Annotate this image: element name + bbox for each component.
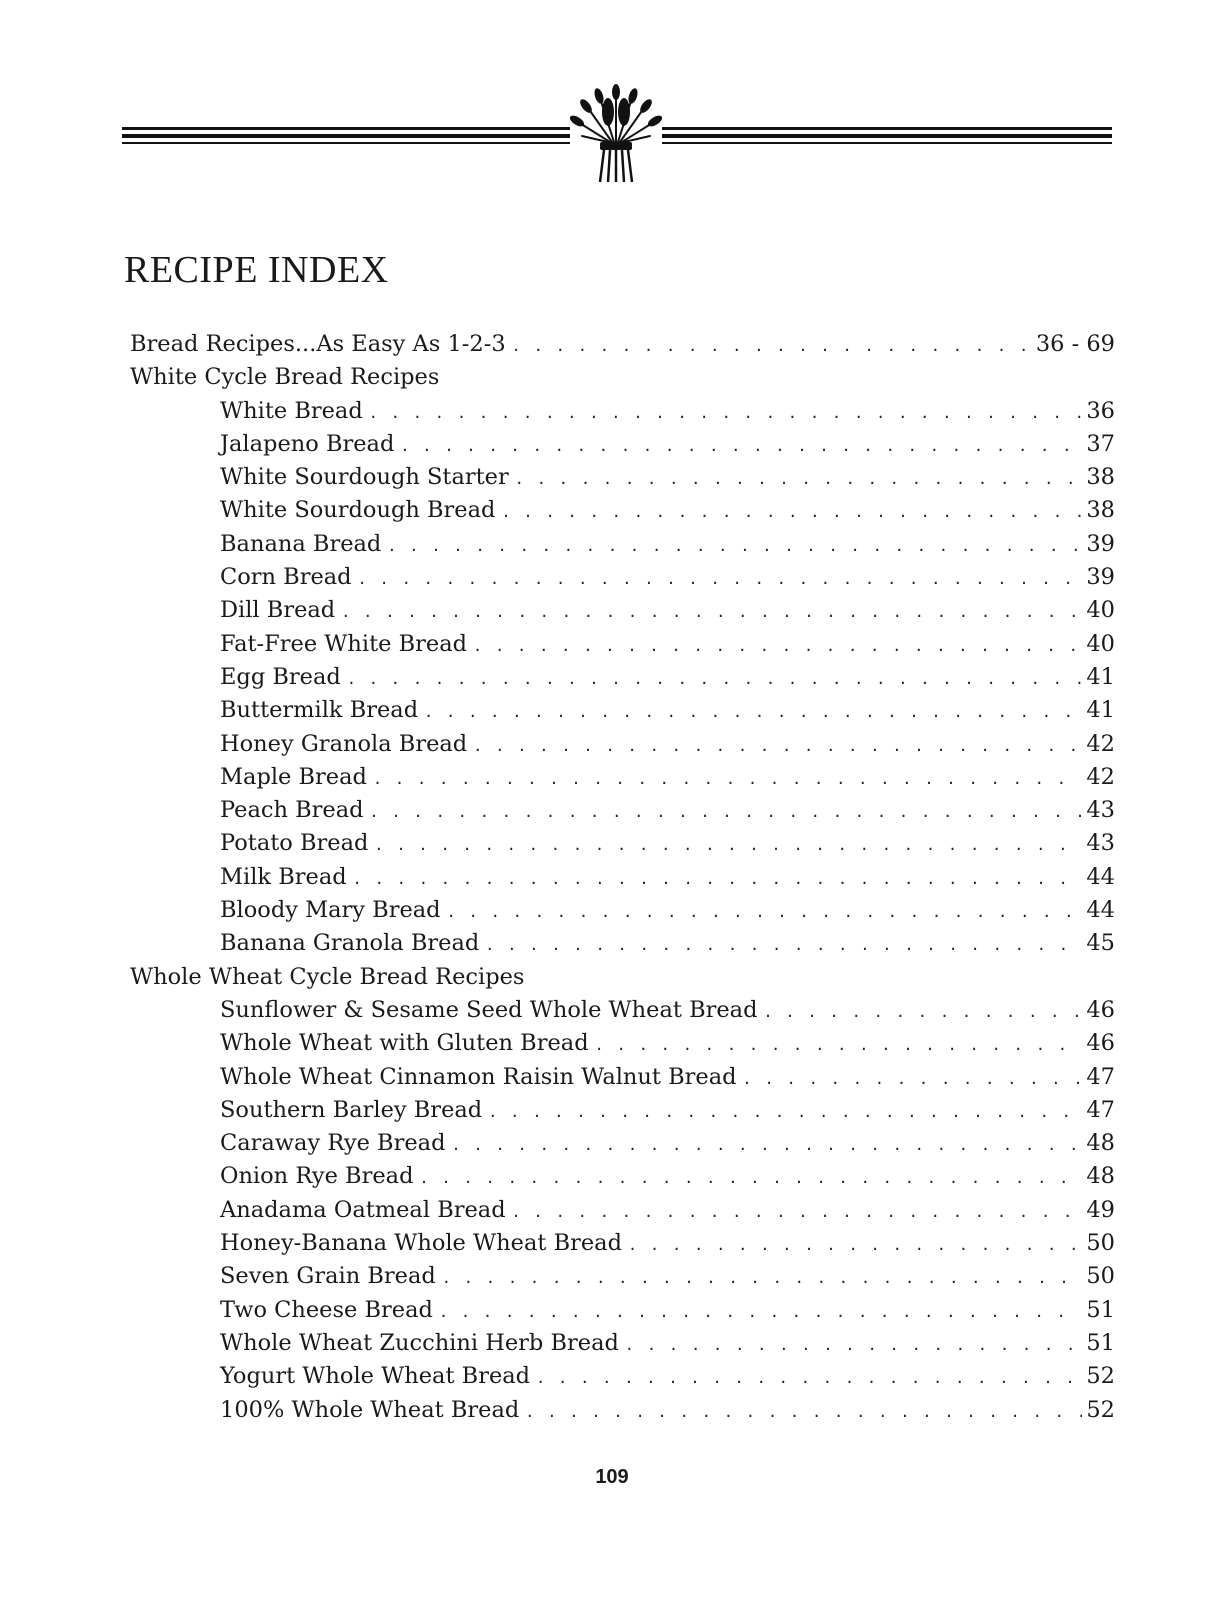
dot-leader <box>358 570 1083 588</box>
entry-page: 44 <box>1086 897 1115 924</box>
entry-label: Seven Grain Bread <box>220 1263 436 1290</box>
entry-page: 39 <box>1086 530 1115 557</box>
entry-label: White Sourdough Bread <box>220 497 496 524</box>
entry-page: 37 <box>1086 430 1115 457</box>
entry-label: Corn Bread <box>220 564 352 591</box>
dot-leader <box>419 1169 1082 1187</box>
entry-page: 36 - 69 <box>1035 331 1115 357</box>
entry-page: 42 <box>1086 730 1115 757</box>
dot-leader <box>400 437 1082 455</box>
index-entry <box>130 597 1115 630</box>
entry-label: Sunflower & Sesame Seed Whole Wheat Bread <box>220 996 758 1023</box>
index-entry <box>130 398 1115 431</box>
dot-leader <box>369 404 1083 422</box>
entry-label: White Bread <box>220 397 363 424</box>
index-entry <box>130 431 1115 464</box>
entry-label: Anadama Oatmeal Bread <box>220 1196 506 1223</box>
entry-label: Southern Barley Bread <box>220 1096 483 1123</box>
entry-label: Yogurt Whole Wheat Bread <box>220 1363 531 1390</box>
entry-page: 39 <box>1086 564 1115 591</box>
dot-leader <box>625 1336 1082 1354</box>
recipe-index-list <box>130 331 1115 1430</box>
dot-leader <box>628 1236 1082 1254</box>
entry-label: White Sourdough Starter <box>220 464 509 491</box>
dot-leader <box>764 1003 1083 1021</box>
entry-page: 50 <box>1086 1263 1115 1290</box>
dot-leader <box>473 637 1082 655</box>
index-entry <box>130 1163 1115 1196</box>
entry-label: Bread Recipes...As Easy As 1-2-3 <box>130 331 506 357</box>
index-section-whole-wheat-cycle <box>130 964 1115 997</box>
entry-label: Whole Wheat Cinnamon Raisin Walnut Bread <box>220 1063 737 1090</box>
entry-page: 41 <box>1086 697 1115 724</box>
entry-label: Caraway Rye Bread <box>220 1130 446 1157</box>
index-entry <box>130 797 1115 830</box>
entry-page: 44 <box>1086 863 1115 890</box>
dot-leader <box>512 337 1032 355</box>
entry-page: 42 <box>1086 763 1115 790</box>
dot-leader <box>387 537 1082 555</box>
dot-leader <box>374 836 1082 854</box>
entry-page: 48 <box>1086 1163 1115 1190</box>
index-entry <box>130 697 1115 730</box>
entry-label: Potato Bread <box>220 830 369 857</box>
index-entry <box>130 497 1115 530</box>
entry-page: 46 <box>1086 996 1115 1023</box>
dot-leader <box>370 803 1083 821</box>
index-section-white-cycle <box>130 364 1115 397</box>
entry-label: Maple Bread <box>220 763 367 790</box>
dot-leader <box>353 870 1083 888</box>
index-entry <box>130 1397 1115 1430</box>
index-entry <box>130 864 1115 897</box>
entry-page: 43 <box>1086 830 1115 857</box>
entry-page: 51 <box>1086 1329 1115 1356</box>
index-entry <box>130 830 1115 863</box>
index-entry <box>130 897 1115 930</box>
dot-leader <box>473 737 1082 755</box>
page-number: 109 <box>595 1466 629 1488</box>
entry-label: Whole Wheat Zucchini Herb Bread <box>220 1329 619 1356</box>
dot-leader <box>451 1136 1082 1154</box>
section-label: White Cycle Bread Recipes <box>130 364 440 391</box>
entry-page: 46 <box>1086 1030 1115 1057</box>
index-entry <box>130 1330 1115 1363</box>
index-entry <box>130 997 1115 1030</box>
entry-label: Banana Granola Bread <box>220 930 480 957</box>
index-entry <box>130 1297 1115 1330</box>
dot-leader <box>512 1203 1083 1221</box>
index-entry <box>130 564 1115 597</box>
index-entry <box>130 1230 1115 1263</box>
entry-page: 50 <box>1086 1230 1115 1257</box>
dot-leader <box>373 770 1082 788</box>
entry-page: 51 <box>1086 1296 1115 1323</box>
dot-leader <box>341 603 1082 621</box>
index-entry <box>130 531 1115 564</box>
dot-leader <box>442 1269 1083 1287</box>
entry-label: Honey-Banana Whole Wheat Bread <box>220 1230 622 1257</box>
dot-leader <box>485 936 1082 954</box>
index-entry <box>130 930 1115 963</box>
index-entry-bread-recipes <box>130 331 1115 364</box>
index-entry <box>130 664 1115 697</box>
section-label: Whole Wheat Cycle Bread Recipes <box>130 963 525 990</box>
entry-label: Milk Bread <box>220 863 347 890</box>
dot-leader <box>501 503 1082 521</box>
dot-leader <box>595 1036 1083 1054</box>
entry-label: Onion Rye Bread <box>220 1163 414 1190</box>
index-entry <box>130 1030 1115 1063</box>
entry-page: 40 <box>1086 630 1115 657</box>
dot-leader <box>424 703 1082 721</box>
index-entry <box>130 631 1115 664</box>
entry-page: 49 <box>1086 1196 1115 1223</box>
entry-page: 52 <box>1086 1396 1115 1423</box>
entry-label: Whole Wheat with Gluten Bread <box>220 1030 589 1057</box>
index-entry <box>130 1064 1115 1097</box>
dot-leader <box>347 670 1083 688</box>
index-entry <box>130 731 1115 764</box>
entry-page: 45 <box>1086 930 1115 957</box>
dot-leader <box>488 1103 1082 1121</box>
entry-label: Honey Granola Bread <box>220 730 468 757</box>
index-entry <box>130 464 1115 497</box>
index-entry <box>130 764 1115 797</box>
entry-label: Fat-Free White Bread <box>220 630 468 657</box>
entry-label: Peach Bread <box>220 797 364 824</box>
index-entry <box>130 1130 1115 1163</box>
index-entry <box>130 1363 1115 1396</box>
entry-label: Dill Bread <box>220 597 336 624</box>
entry-label: Banana Bread <box>220 530 382 557</box>
dot-leader <box>439 1303 1082 1321</box>
entry-page: 48 <box>1086 1130 1115 1157</box>
index-entry <box>130 1097 1115 1130</box>
wheat-sheaf-icon <box>570 82 662 186</box>
dot-leader <box>525 1403 1082 1421</box>
entry-page: 38 <box>1086 464 1115 491</box>
dot-leader <box>743 1070 1083 1088</box>
entry-page: 47 <box>1086 1063 1115 1090</box>
entry-page: 40 <box>1086 597 1115 624</box>
index-entry <box>130 1263 1115 1296</box>
entry-page: 41 <box>1086 663 1115 690</box>
dot-leader <box>536 1369 1082 1387</box>
entry-label: Bloody Mary Bread <box>220 897 441 924</box>
entry-label: Buttermilk Bread <box>220 697 419 724</box>
dot-leader <box>447 903 1083 921</box>
entry-page: 43 <box>1086 797 1115 824</box>
entry-label: 100% Whole Wheat Bread <box>220 1396 520 1423</box>
page-title: RECIPE INDEX <box>124 249 389 291</box>
entry-page: 47 <box>1086 1096 1115 1123</box>
entry-label: Egg Bread <box>220 663 341 690</box>
entry-page: 38 <box>1086 497 1115 524</box>
entry-page: 36 <box>1086 397 1115 424</box>
entry-label: Two Cheese Bread <box>220 1296 433 1323</box>
dot-leader <box>515 470 1083 488</box>
index-entry <box>130 1197 1115 1230</box>
entry-label: Jalapeno Bread <box>220 430 395 457</box>
entry-page: 52 <box>1086 1363 1115 1390</box>
